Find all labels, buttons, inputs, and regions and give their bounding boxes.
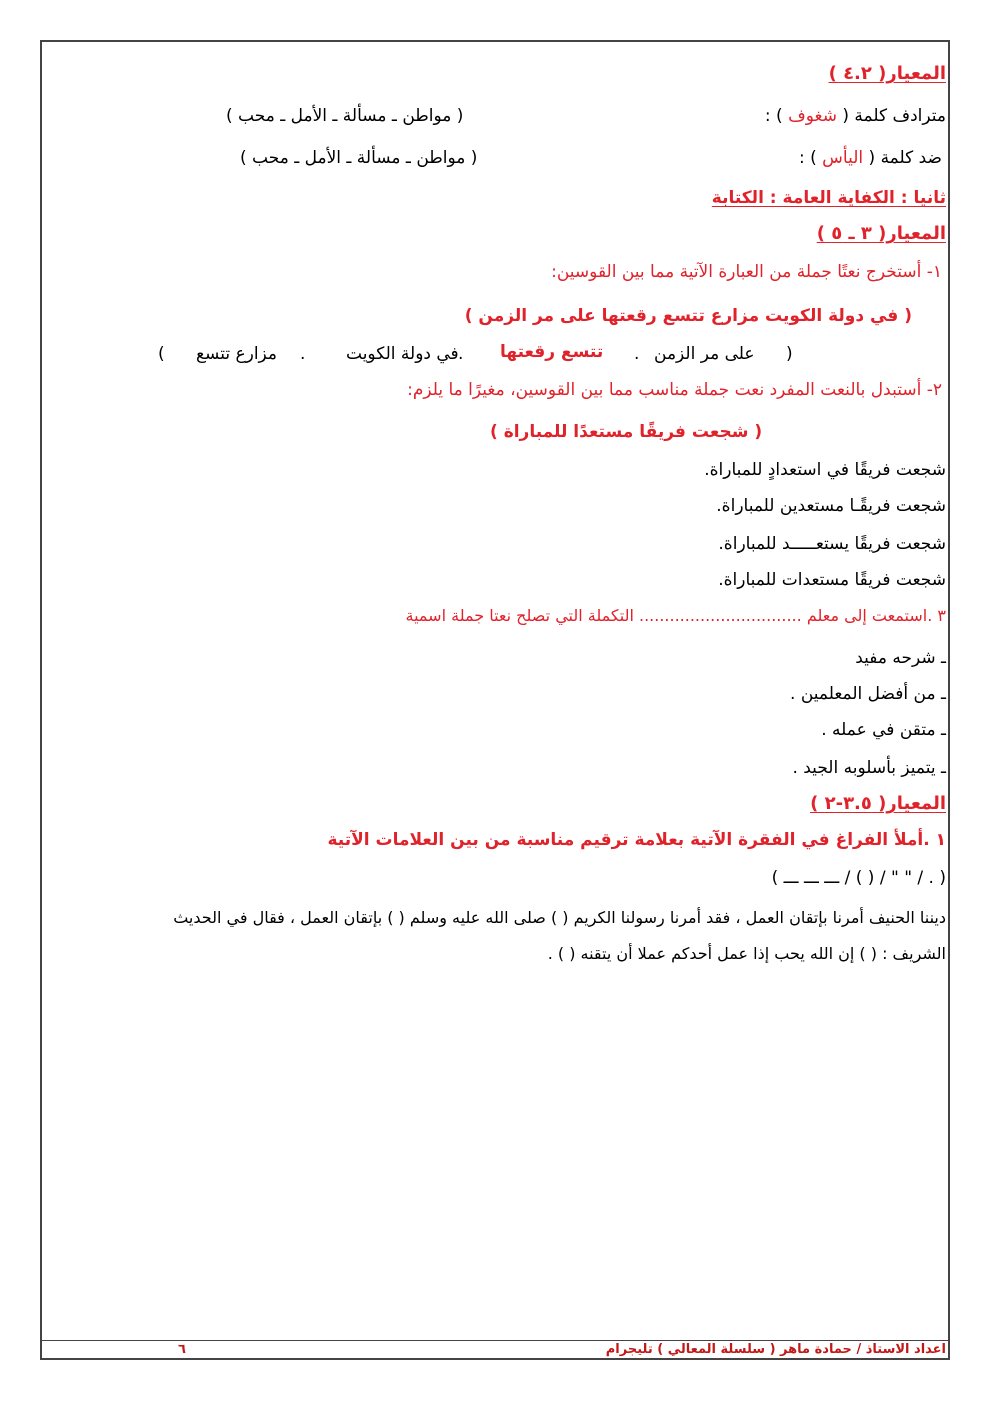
- q1-separator-2: .: [458, 344, 464, 364]
- antonym-word: اليأس: [822, 148, 864, 168]
- antonym-label: ضد كلمة (: [868, 148, 942, 168]
- q1-option-1: على مر الزمن: [654, 344, 755, 364]
- q1-option-2: تتسع رقعتها: [500, 342, 604, 362]
- q1-separator-3: .: [300, 344, 306, 364]
- q3-option: ـ يتميز بأسلوبه الجيد .: [792, 758, 946, 778]
- synonym-options: ( مواطن ـ مسألة ـ الأمل ـ محب ): [226, 106, 464, 126]
- q1-open-paren: (: [786, 344, 793, 364]
- footer-rule: [42, 1340, 948, 1341]
- synonym-label: مترادف كلمة (: [842, 106, 946, 126]
- q3-option: ـ شرحه مفيد: [855, 648, 946, 668]
- punctuation-marks: ( . / " " / ( ) / ـــ ـــ ـــ ): [771, 868, 946, 888]
- q3-option: ـ من أفضل المعلمين .: [790, 684, 946, 704]
- question-1-prompt: ١- أستخرج نعتًا جملة من العبارة الآتية مما بين القوسين:: [551, 262, 942, 282]
- q1-close-paren: ): [158, 344, 165, 364]
- synonym-word: شغوف: [788, 106, 837, 126]
- q1-option-4: مزارع تتسع: [196, 344, 278, 364]
- q1-separator-1: .: [634, 344, 640, 364]
- synonym-question: [765, 104, 946, 128]
- q1-option-3: في دولة الكويت: [346, 344, 459, 364]
- footer-credit: اعداد الاستاذ / حمادة ماهر ( سلسلة المعالي ) تليجرام: [605, 1342, 946, 1357]
- paragraph-line-1: ديننا الحنيف أمرنا بإتقان العمل ، فقد أمرنا رسولنا الكريم ( ) صلى الله عليه وسلم ( ) بإتقان العمل ، فقال في الحديث: [173, 908, 946, 927]
- standard-heading-1: المعيار( ٤.٢ ): [828, 63, 946, 84]
- standard-heading-3: المعيار( ٣.٥-٢ ): [810, 793, 946, 814]
- antonym-question: [799, 146, 942, 170]
- question-2-prompt: ٢- أستبدل بالنعت المفرد نعت جملة مناسب مما بين القوسين، مغيرًا ما يلزم:: [407, 380, 942, 400]
- synonym-close: ) :: [764, 106, 783, 126]
- q2-option: شجعت فريقًا يستعـــــد للمباراة.: [718, 534, 946, 554]
- q2-option: شجعت فريقًا مستعدات للمباراة.: [718, 570, 946, 590]
- q2-option: شجعت فريقًا في استعدادٍ للمباراة.: [704, 460, 946, 480]
- question-3-prompt: ٣ .استمعت إلى معلم ................................ التكملة التي تصلح نعتا جملة اسمية: [405, 606, 946, 625]
- q3-option: ـ متقن في عمله .: [821, 720, 946, 740]
- question-2-sentence: ( شجعت فريقًا مستعدًا للمباراة ): [490, 422, 763, 442]
- standard-heading-2: المعيار( ٣ ـ ٥ ): [816, 223, 946, 244]
- antonym-options: ( مواطن ـ مسألة ـ الأمل ـ محب ): [240, 148, 478, 168]
- question-4-prompt: ١ .أملأ الفراغ في الفقرة الآتية بعلامة ترقيم مناسبة من بين العلامات الآتية: [327, 830, 946, 850]
- section-writing-heading: ثانيا : الكفاية العامة : الكتابة: [711, 188, 946, 208]
- antonym-close: ) :: [798, 148, 817, 168]
- page-number: ٦: [178, 1342, 186, 1357]
- question-1-sentence: ( في دولة الكويت مزارع تتسع رقعتها على مر الزمن ): [464, 306, 912, 326]
- q2-option: شجعت فريقًـا مستعدين للمباراة.: [716, 496, 946, 516]
- paragraph-line-2: الشريف : ( ) إن الله يحب إذا عمل أحدكم عملا أن يتقنه ( ) .: [547, 944, 946, 963]
